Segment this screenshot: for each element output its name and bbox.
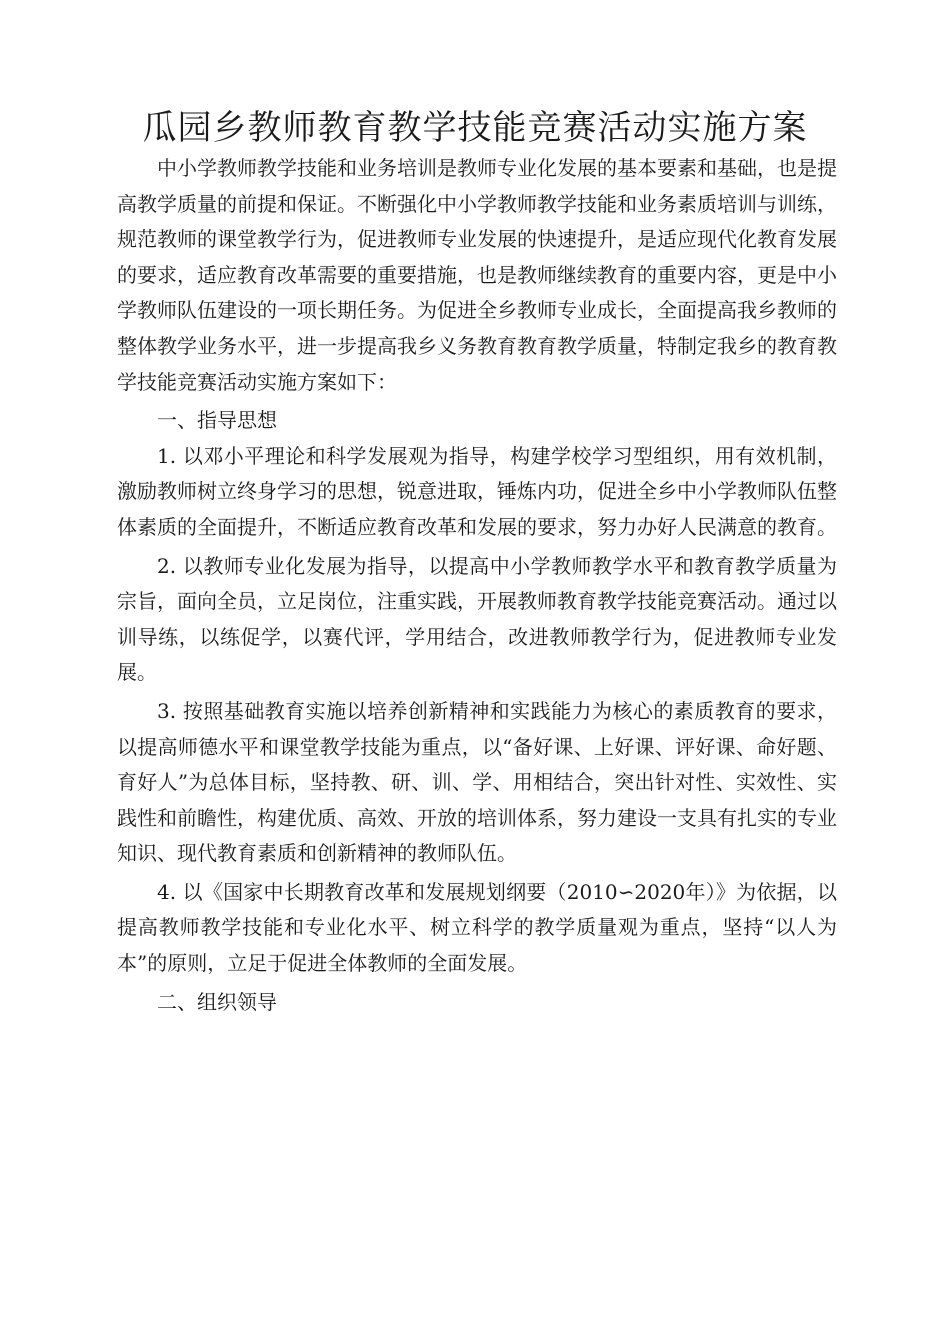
document-body bbox=[117, 151, 837, 1020]
list-item: 1. 以邓小平理论和科学发展观为指导，构建学校学习型组织，用有效机制，激励教师树立终身学习的思想，锐意进取，锤炼内功，促进全乡中小学教师队伍整体素质的全面提升，不断适应教育改革和发展的要求，努力办好人民满意的教育。 bbox=[117, 443, 837, 539]
document-title: 瓜园乡教师教育教学技能竞赛活动实施方案 bbox=[142, 108, 808, 148]
list-item: 2. 以教师专业化发展为指导，以提高中小学教师教学水平和教育教学质量为宗旨，面向全员，立足岗位，注重实践，开展教师教育教学技能竞赛活动。通过以训导练，以练促学，以赛代评，学用结合，改进教师教学行为，促进教师专业发展。 bbox=[117, 553, 837, 685]
list-item: 3. 按照基础教育实施以培养创新精神和实践能力为核心的素质教育的要求，以提高师德水平和课堂教学技能为重点，以“备好课、上好课、评好课、命好题、育好人”为总体目标，坚持教、研、训、学、用相结合，突出针对性、实效性、实践性和前瞻性，构建优质、高效、开放的培训体系，努力建设一支具有扎实的专业知识、现代教育素质和创新精神的教师队伍。 bbox=[117, 698, 837, 866]
list-item: 4. 以《国家中长期教育改革和发展规划纲要（2010∽2020年）》为依据，以提高教师教学技能和专业化水平、树立科学的教学质量观为重点，坚持“以人为本”的原则，立足于促进全体教师的全面发展。 bbox=[117, 879, 837, 976]
section-heading-organization: 二、组织领导 bbox=[157, 989, 277, 1014]
intro-paragraph: 中小学教师教学技能和业务培训是教师专业化发展的基本要素和基础，也是提高教学质量的前提和保证。不断强化中小学教师教学技能和业务素质培训与训练，规范教师的课堂教学行为，促进教师专业发展的快速提升，是适应现代化教育发展的要求，适应教育改革需要的重要措施，也是教师继续教育的重要内容，更是中小学教师队伍建设的一项长期任务。为促进全乡教师专业成长，全面提高我乡教师的整体教学业务水平，进一步提高我乡义务教育教育教学质量，特制定我乡的教育教学技能竞赛活动实施方案如下： bbox=[117, 156, 837, 394]
section-heading-guiding-ideology: 一、指导思想 bbox=[157, 408, 277, 433]
